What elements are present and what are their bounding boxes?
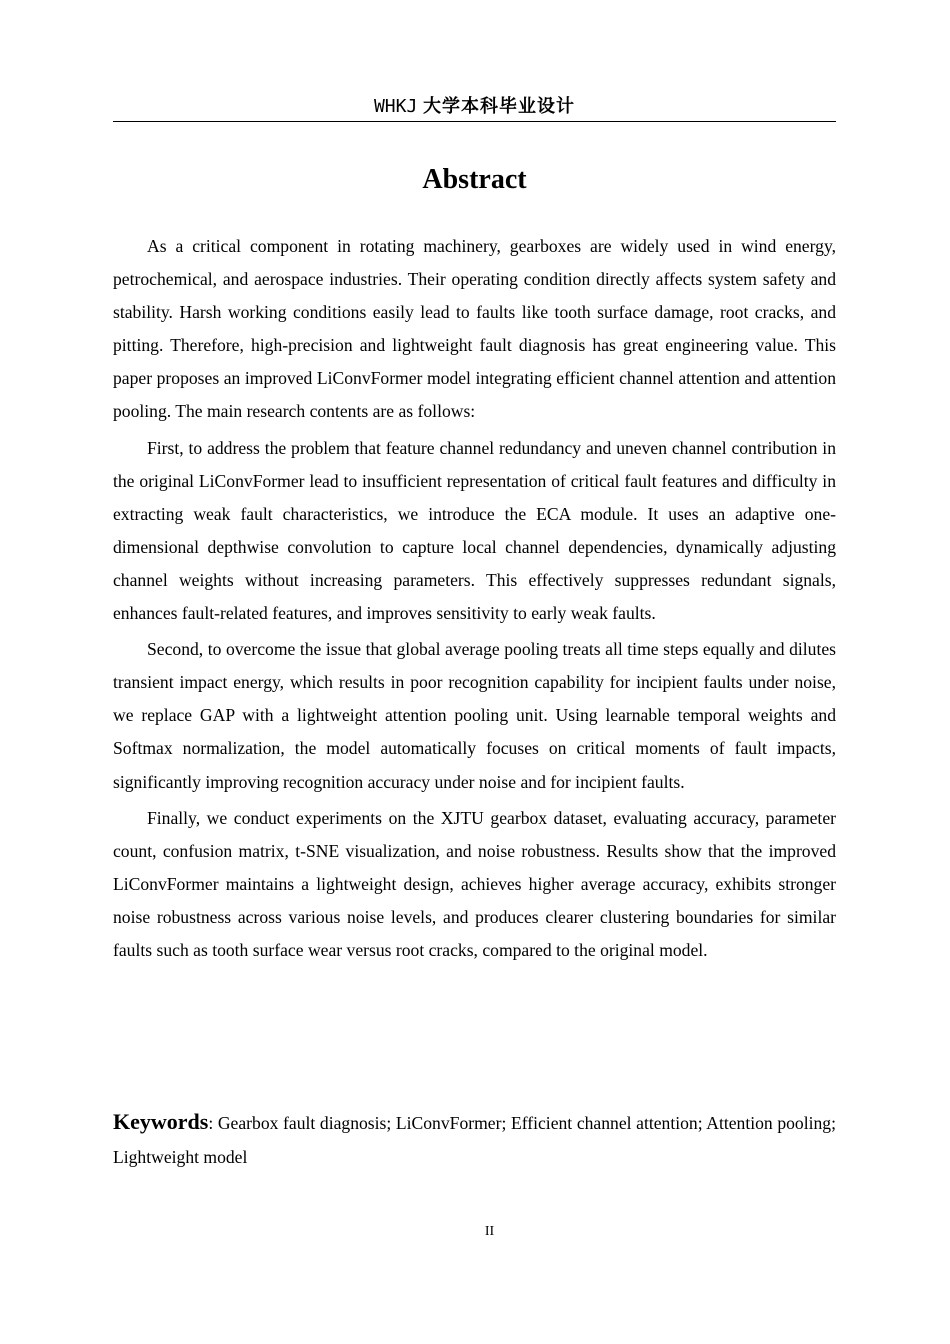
page-title: Abstract (422, 164, 527, 195)
header-prefix: WHKJ (373, 96, 418, 117)
abstract-paragraph-4: Finally, we conduct experiments on the XJTU gearbox dataset, evaluating accuracy, parameter count, confusion matrix, t-SNE visualization, and noise robustness. Results show that the improved LiConvFormer maintains a lightweight design, achieves higher average accuracy, exhibits stronger noise robustness across various noise levels, and produces clearer clustering boundaries for similar faults such as tooth surface wear versus root cracks, compared to the original model. (113, 807, 836, 960)
running-header (113, 92, 836, 122)
abstract-paragraph-2: First, to address the problem that feature channel redundancy and uneven channel contribution in the original LiConvFormer lead to insufficient representation of critical fault features and difficulty in extracting weak fault characteristics, we introduce the ECA module. It uses an adaptive one-dimensional depthwise convolution to capture local channel dependencies, dynamically adjusting channel weights without increasing parameters. This effectively suppresses redundant signals, enhances fault-related features, and improves sensitivity to early weak faults. (113, 437, 836, 624)
keywords-label: Keywords (113, 1109, 209, 1134)
abstract-paragraph-1: As a critical component in rotating machinery, gearboxes are widely used in wind energy, petrochemical, and aerospace industries. Their operating condition directly affects system safety and stability. Harsh working conditions easily lead to faults like tooth surface damage, root cracks, and pitting. Therefore, high-precision and lightweight fault diagnosis has great engineering value. This paper proposes an improved LiConvFormer model integrating efficient channel attention and attention pooling. The main research contents are as follows: (113, 236, 836, 422)
keywords-block (113, 1105, 836, 1174)
header-rule (113, 121, 836, 122)
page-number: II (484, 1224, 495, 1239)
abstract-paragraph-3: Second, to overcome the issue that global average pooling treats all time steps equally and dilutes transient impact energy, which results in poor recognition capability for incipient faults under noise, we replace GAP with a lightweight attention pooling unit. Using learnable temporal weights and Softmax normalization, the model automatically focuses on critical moments of fault impacts, significantly improving recognition accuracy under noise and for incipient faults. (113, 639, 836, 792)
abstract-body (113, 230, 836, 970)
header-suffix: 大学本科毕业设计 (423, 96, 576, 117)
keywords-text: : Gearbox fault diagnosis; LiConvFormer; Efficient channel attention; Attention pooling; Lightweight model (113, 1113, 836, 1167)
